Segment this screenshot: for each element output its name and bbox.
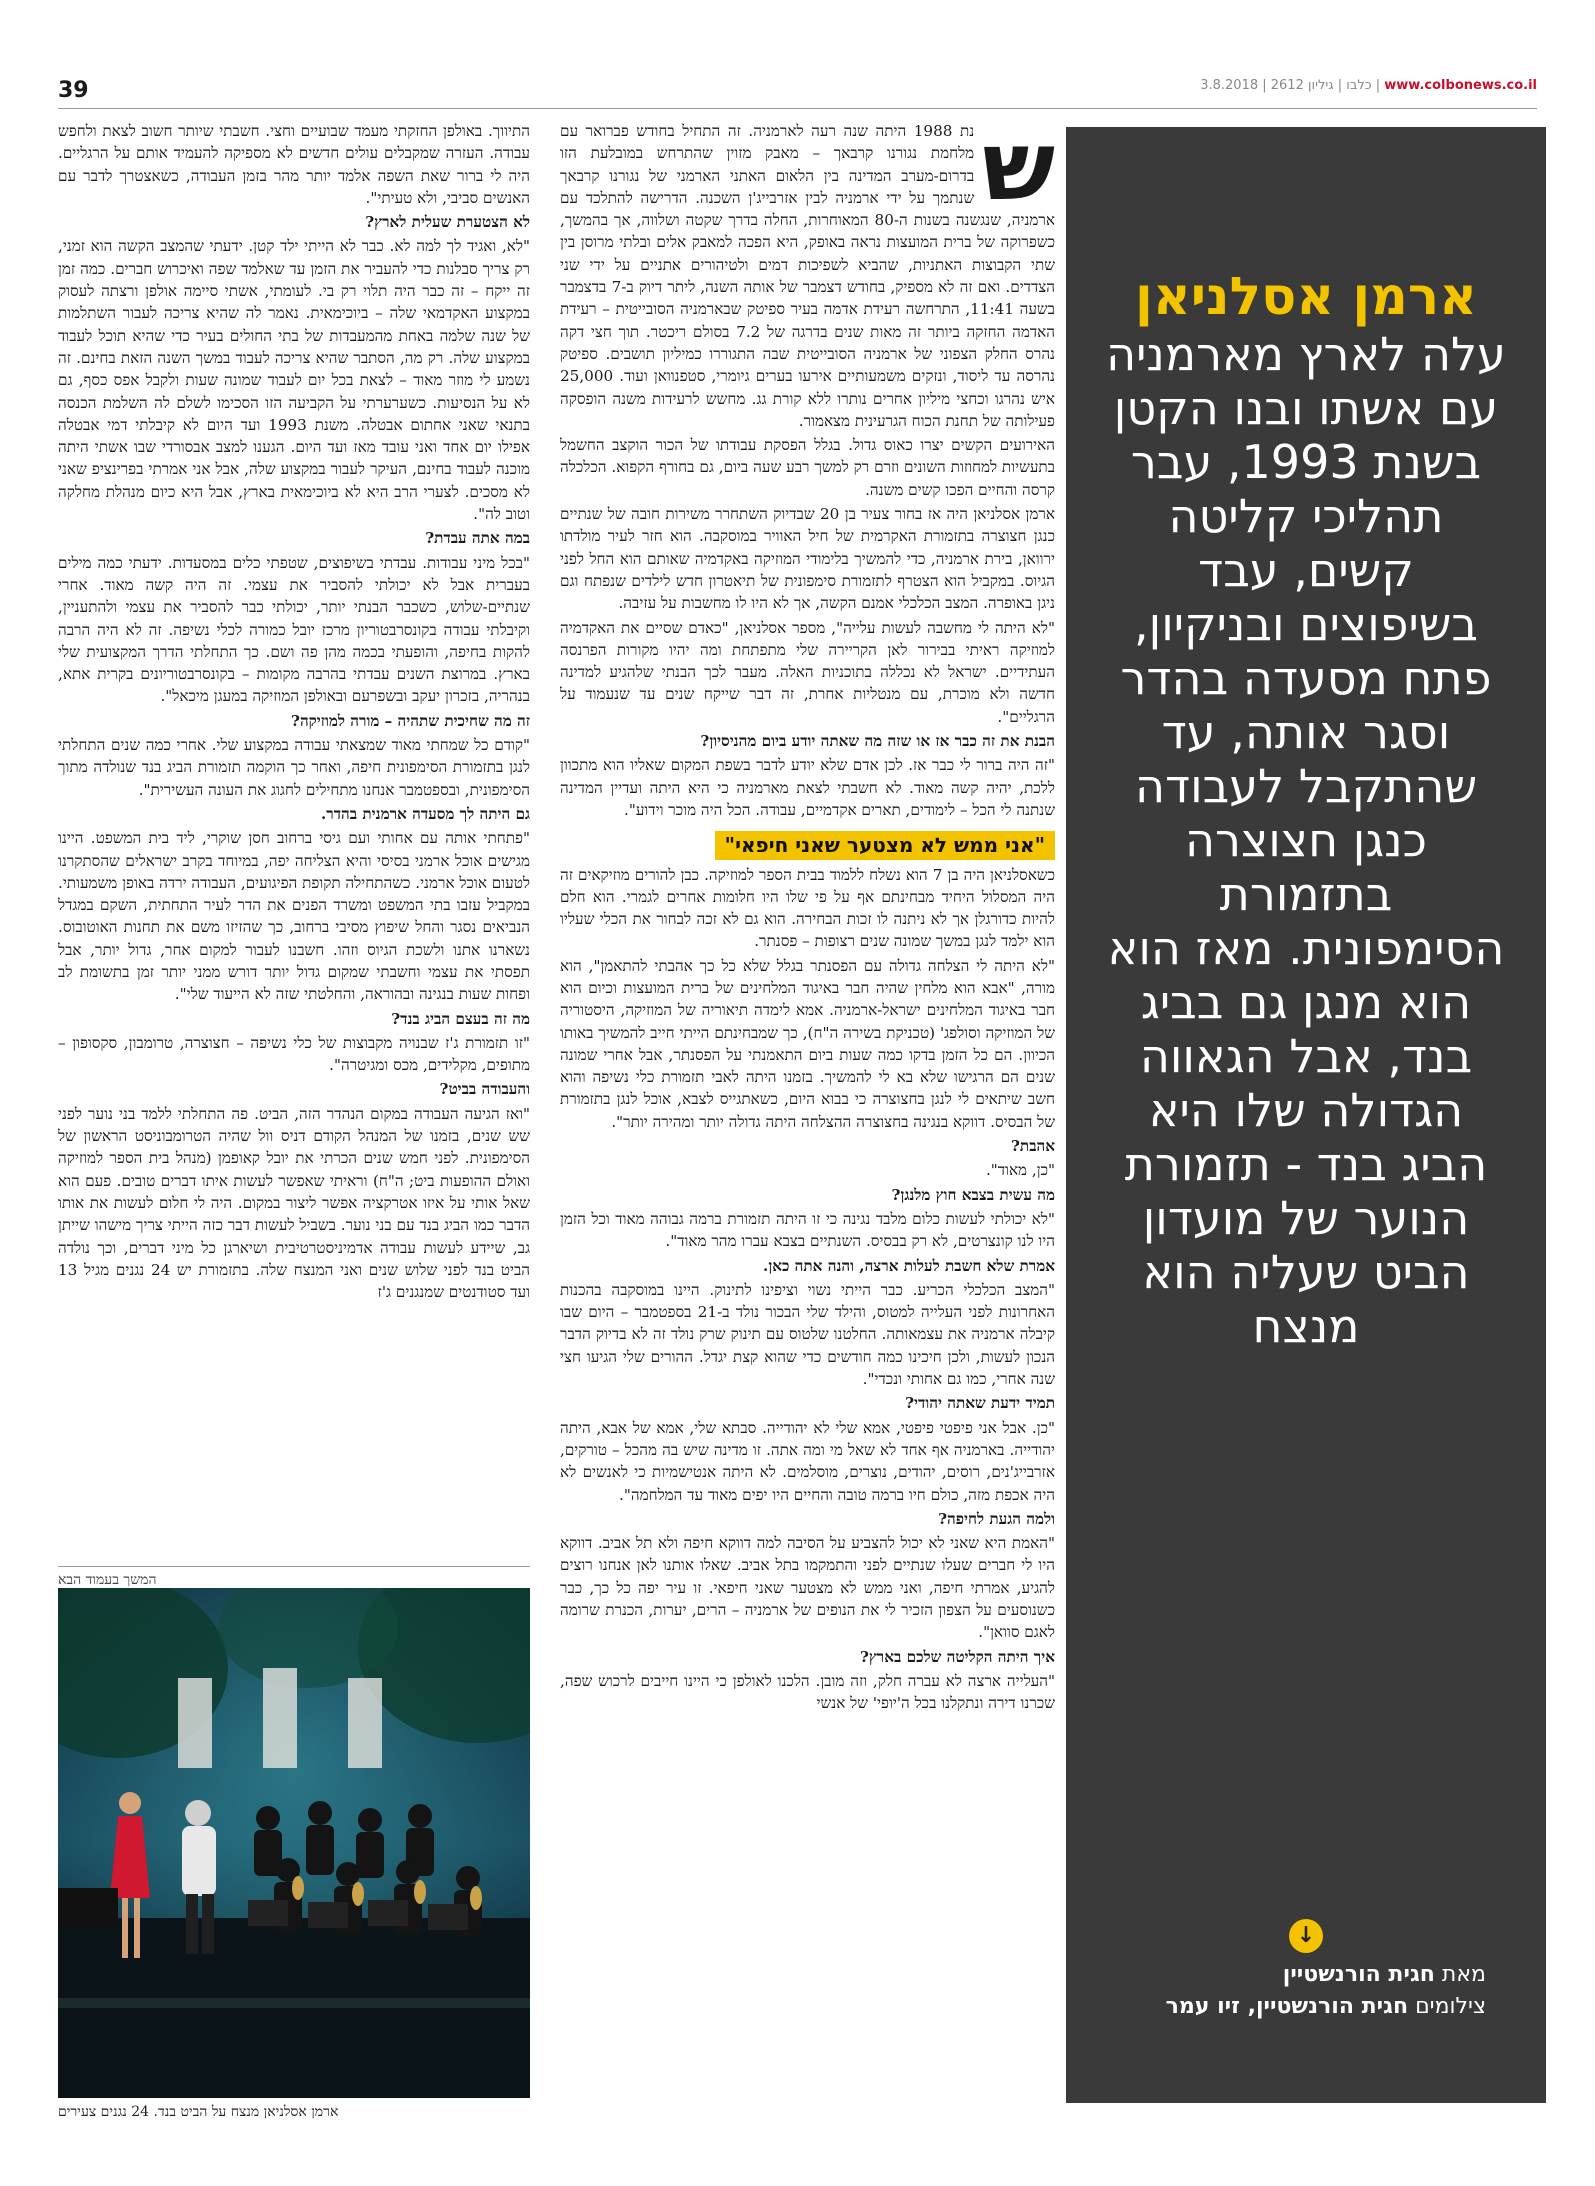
interview-question: לא הצטערת שעלית לארץ? bbox=[365, 213, 530, 232]
paragraph: "העלייה ארצה לא עברה חלק, וזה מובן. הלכנו לאולפן כי היינו חייבים לרכוש שפה, שכרנו דירה ונתקלנו בכל ה'יופי' של אנשי bbox=[560, 1671, 1055, 1713]
paragraph: "בכל מיני עבודות. עבדתי בשיפוצים, שטפתי כלים במסעדות. ידעתי כמה מילים בעברית אבל לא יכולתי להסביר את עצמי. זה היה קשה מאוד. אחרי שנתיים-שלוש, כשכבר הבנתי יותר, יכולתי כבר להסביר את עצמי ולהתעניין, וקיבלתי עבודה בקונסרבטוריון מרכז יובל כמורה לכלי נשיפה. זה לא היה הרבה להקות בחיפה, והופעתי בכמה מהן פה ושם. כך התחלתי הדרך המקצועית שלי בארץ. במרוצת השנים עבדתי בהרבה מקומות – בקונסרבטוריונים בקרית אתא, בנהריה, בזכרון יעקב ובשפרעם ובאולפן המוזיקה במעגן מיכאל". bbox=[58, 553, 530, 706]
credits bbox=[1166, 1959, 1486, 2023]
paper-name: כלבו bbox=[1346, 78, 1372, 93]
interview-question: גם היתה לך מסעדה ארמנית בהדר. bbox=[321, 804, 530, 823]
headline-text: עלה לארץ מארמניה עם אשתו ובנו הקטן בשנת 1993, עבר תהליכי קליטה קשים, עבד בשיפוצים ובניקיון, פתח מסעדה בהדר וסגר אותה, עד שהתקבל לעבודה כנגן חצוצרה בתזמורת הסימפונית. מאז הוא הוא מנגן גם בביג בנד, אבל הגאווה הגדולה שלו היא הביג בנד - תזמורת הנוער של מועדון הביט שעליה הוא מנצח bbox=[1106, 327, 1506, 1353]
paragraph: "המצב הכלכלי הכריע. כבר הייתי נשוי וציפינו לתינוק. היינו במוסקבה בהכנות האחרונות לפני העלייה למטוס, והילד שלי הבכור נולד ב-21 בספטמבר – היום שבו קיבלה ארמניה את עצמאותה. החלטנו שלטוס עם תינוק שרק נולד זה לא בדיוק הדבר הנכון לעשות, ולכן חיכינו כמה חודשים כדי שהוא קצת יגדל. ההורים שלי הגיעו חצי שנה אחרי, כמו גם אחותי ונכדי". bbox=[560, 1280, 1055, 1389]
paragraph: "קודם כל שמחתי מאוד שמצאתי עבודה במקצוע שלי. אחרי כמה שנים התחלתי לנגן בתזמורת הסימפונית חיפה, ואחר כך הוקמה תזמורת הביג בנד שנולדה מתוך הסימפונית, ובספטמבר אנחנו מתחילים לחגוג את העונה העשירית". bbox=[58, 736, 530, 799]
paragraph: האירועים הקשים יצרו כאוס גדול. בגלל הפסקת עבודתו של הכור הוקצב החשמל בתעשיות למחוזות השונים וזרם רק למשך רבע שעה ביום, גם בחורף הקפוא. הכלכלה קרסה והחיים הפכו קשים משנה. bbox=[560, 436, 1055, 499]
continuation-rule bbox=[58, 1566, 530, 1567]
interview-question: מה עשית בצבא חוץ מלנגן? bbox=[891, 1185, 1055, 1204]
paragraph: כשאסלניאן היה בן 7 הוא נשלח ללמוד בבית הספר למוזיקה. כבן להורים מוזיקאים זה היה המסלול היחיד מבחינתם אף על פי שלו היו חלומות אחרים לגמרי. הוא חלם להיות כדורגלן אך לא ניתנה לו זכות הבחירה. הוא גם לא זכה לבחור את הכלי שעליו הוא ילמד לנגן במשך שמונה שנים רצופות – פסנתר. bbox=[560, 865, 1055, 951]
subject-name: ארמן אסלניאן bbox=[1135, 267, 1477, 327]
concert-photo bbox=[58, 1588, 530, 2098]
interview-question: ולמה הגעת לחיפה? bbox=[938, 1509, 1055, 1528]
paragraph: "זה היה ברור לי כבר אז. לכן אדם שלא יודע לדבר בשפת המקום שאליו הוא מתכוון ללכת, יהיה קשה מאוד. לא חשבתי לצאת מארמניה כי היא היתה ועדיין המדינה שנתנה לי הכל – לימודים, תארים אקדמיים, עבודה. הכל היה מוכר וידוע". bbox=[560, 756, 1055, 819]
paragraph: נת 1988 היתה שנה רעה לארמניה. זה התחיל בחודש פברואר עם מלחמת נגורנו קרבאך – מאבק מזוין שהתרחש במובלעת הזו בדרום-מערב המדינה בין הלאום האתני הארמני של נגורנו קרבאך שנתמך על ידי ארמניה לבין אזרבייג'ן השכנה. הדרישה להתלכד עם ארמניה, שנגשנה בשנות ה-80 המאוחרות, החלה בדרך שקטה ושלווה, אך בהמשך, כשפרוקה של ברית המועצות נראה באופק, היא הפכה למאבק אלים ובלתי מרוסן בין שתי הקבוצות האתניות, שהביא לשפיכות דמים ולטיהורים אתניים על ידי שני הצדדים. ואם זה לא מספיק, בחודש דצמבר של אותה השנה, ליתר דיוק ב-7 בדצמבר בשעה 11:41, התרחשה רעידת אדמה בעיר ספיטק שבארמניה הסובייטית – רעידת האדמה החזקה ביותר זה מאות שנים בדרגה של 7.2 בסולם ריכטר. תוך חצי דקה נהרס החלק הצפוני של ארמניה הסובייטית שבה התגוררו כמיליון תושבים. ספיטק נהרסה עד ליסוד, ונזקים משמעותיים אירעו בערים גיומרי, סטפנוואן ועוד. 25,000 איש נהרגו וכחצי מיליון אחרים נותרו ללא קורת גג. מחשש לרעידות משנה הופסקה פעילותה של תחנת הכוח הגרעינית מצאמור. bbox=[560, 122, 1055, 430]
interview-question: במה אתה עבדת? bbox=[425, 529, 530, 548]
interview-question: אמרת שלא חשבת לעלות ארצה, והנה אתה כאן. bbox=[763, 1256, 1055, 1275]
continued-next-page: המשך בעמוד הבא bbox=[58, 1572, 157, 1588]
site-url[interactable]: www.colbonews.co.il bbox=[1384, 78, 1537, 93]
paragraph: "האמת היא שאני לא יכול להצביע על הסיבה למה דווקא חיפה ולא תל אביב. דווקא היו לי חברים שעלו שנתיים לפני והתמקמו בתל אביב. שאלו אותנו לאן אנחנו רוצים להגיע, אמרתי חיפה, ואני ממש לא מצטער שאני חיפאי. זו עיר יפה כל כך, כבר כשנוסעים על הצפון הזכיר לי את הנופים של ארמניה – הרים, יערות, הכנרת שרומה לאגם סוואן". bbox=[560, 1534, 1055, 1642]
paragraph: "לא יכולתי לעשות כלום מלבד נגינה כי זו היתה תזמורת ברמה גבוהה מאוד וכל הזמן היו לנו קונצרטים, לא רק בבסיס. השנתיים בצבא עברו מהר מאוד". bbox=[560, 1209, 1055, 1251]
interview-question: והעבודה בביט? bbox=[439, 1080, 530, 1099]
header-meta: www.colbonews.co.il | כלבו | גיליון 2612 | 3.8.2018 bbox=[1200, 78, 1537, 93]
article-column-left bbox=[58, 120, 530, 1570]
drop-cap: ש bbox=[982, 120, 1055, 222]
paragraph: "לא היתה לי הצלחה גדולה עם הפסנתר בגלל שלא כל כך אהבתי להתאמן", הוא מורה, "אבא הוא מלחין שהיה חבר באיגוד המלחינים של ברית המועצות וכיום הוא חבר באיגוד המלחינים ישראל-ארמניה. אמא לימדה תיאוריה של המוזיקה, היסטוריה של המוזיקה וסולפג' (טכניקת בשירה ה"ח), כך שמבחינתם הייתי חייב להמשיך באותו הכיוון. הם כל הזמן בדקו כמה שעות ביום התאמנתי על הפסנתר, אבל אחרי שמונה שנים הם הרגישו שלא בא לי להמשיך. בזמנו היתה לאבי תזמורת כלי נשיפה והוא חשב שיתאים לי לנגן בחצוצרה כי בבוא היום, כשאתגייס לצבא, אוכל לנגן בתזמורת של הבסיס. דווקא בנגינה בחצוצרה ההצלחה היתה גדולה יותר ומהירה יותר". bbox=[560, 956, 1055, 1131]
subheading: "אני ממש לא מצטער שאני חיפאי" bbox=[715, 831, 1055, 859]
interview-question: איך היתה הקליטה שלכם בארץ? bbox=[859, 1647, 1055, 1666]
interview-question: זה מה שחיכית שתהיה – מורה למוזיקה? bbox=[291, 711, 530, 730]
photo-prefix: צילומים bbox=[1415, 1994, 1486, 2019]
issue-number: גיליון 2612 bbox=[1270, 78, 1334, 93]
photo-caption: ארמן אסלניאן מנצח על הביט בנד. 24 נגנים צעירים bbox=[58, 2104, 339, 2120]
article-column-right bbox=[560, 120, 1055, 2170]
header-rule bbox=[58, 108, 1537, 109]
author-prefix: מאת bbox=[1441, 1962, 1486, 1987]
paragraph: "פתחתי אותה עם אחותי ועם גיסי ברחוב חסן שוקרי, ליד בית המשפט. היינו מגישים אוכל ארמני בסיסי והיא הצליחה יפה, במיוחד בקרב ישראלים שהסתקרנו לטעום אוכל ארמני. כשהתחילה תקופת הפיגועים, העבודה ירדה באופן משמעותי. במקביל עזבו בתי המשפט ומשרד הפנים את הדר לעיר התחתית, השקם במגדל הנביאים נסגר והחל שיפוץ מסיבי ברחוב, כך שהזיזו משם את תחנות האוטובוס. נשארנו אתנו ולשכת הגיוס וזהו. חשבנו לעבור למקום אחר, גדול יותר, אבל תפסתי את עצמי וחשבתי שמקום גדול יותר דורש ממני יותר זמן בתשומת לב ופחות שעות בנגינה ובהוראה, והחלטתי שזה לא הייעוד שלי". bbox=[58, 829, 530, 1004]
paragraph: ארמן אסלניאן היה אז בחור צעיר בן 20 שבדיוק השתחרר משירות חובה של שנתיים כנגן חצוצרה בתזמורת האקרמית של חיל האוויר במוסקבה. הוא חזר לעיר מולדתו ירוואן, בירת ארמניה, כדי להמשיך בלימודי המוזיקה באקדמיה שאותם הוא החל לפני הגיוס. במקביל הוא הצטרף לתזמורת סימפונית של תיאטרון חדש לילדים שנפתח וגם ניגן באופרה. המצב הכלכלי אמנם הקשה, אך לא היו לו מחשבות על עזיבה. bbox=[560, 505, 1055, 613]
interview-question: מה זה בעצם הביג בנד? bbox=[391, 1009, 530, 1028]
paragraph: "כן. אבל אני פיפטי פיפטי, אמא שלי לא יהודייה. סבתא שלי, אמא של אבא, היתה יהודייה. בארמניה אף אחד לא שאל מי ומה אתה. זו מדינה שיש בה מהכל – טורקים, אזרבייג'נים, רוסים, יהודים, נוצרים, מוסלמים. לא היתה אנטישמיות כי לאנשים לא היה אכפת מזה, כולם חיו ברמה טובה והחיים היו יפים מאוד עד המלחמה". bbox=[560, 1418, 1055, 1504]
issue-date: 3.8.2018 bbox=[1200, 78, 1259, 93]
paragraph: התיווך. באולפן החזקתי מעמד שבועיים וחצי. חשבתי שיותר חשוב לצאת ולחפש עבודה. העזרה שמקבלים עולים חדשים לא מספיקה להעמיד אותם על הרגליים. היה לי ברור שאת השפה אלמד יותר מהר בזמן העבודה, כשאצטרך לדבר עם האנשים סביבי, ולא טעיתי". bbox=[58, 122, 530, 207]
interview-question: הבנת את זה כבר אז או שזה מה שאתה יודע ביום מהניסיון? bbox=[700, 732, 1055, 751]
page-number: 39 bbox=[58, 78, 89, 103]
interview-question: תמיד ידעת שאתה יהודי? bbox=[905, 1394, 1055, 1413]
arrow-down-icon: ↓ bbox=[1289, 1919, 1323, 1953]
headline-sidebar bbox=[1066, 127, 1546, 2103]
paragraph: "לא היתה לי מחשבה לעשות עלייה", מספר אסלניאן, "כאדם שסיים את האקדמיה למוזיקה ראיתי בבירור לאן הקריירה שלי מתפתחת ומה יהיו מקורות הפרנסה העתידיים. ישראל לא נכללה בתוכניות האלה. מעבר לכך הבנתי שלהגיע למדינה חדשה ולא מוכרת, עם מנטליות אחרת, זה דבר שייקח שנים עד שנעמוד על הרגליים". bbox=[560, 618, 1055, 726]
photographer-names: חגית הורנשטיין, זיו עמר bbox=[1165, 1994, 1409, 2019]
paragraph: "לא, ואגיד לך למה לא. כבר לא הייתי ילד קטן. ידעתי שהמצב הקשה הוא זמני, רק צריך סבלנות כדי להעביר את הזמן עד שאלמד שפה ואיכרוש חברים. כמה זמן זה ייקח – זה כבר היה תלוי רק בי. לעומתי, אשתי סיימה אולפן ורצתה לעסוק במקצוע האקדמאי שלה – ביוכימאית. נאמר לה שהיא צריכה לעבור השתלמות של שנה שלמה באחת מהמעבדות של בתי החולים בעיר כדי שהיא תוכל לעבוד במקצוע שלה. רק מה, הסתבר שהיא צריכה לעבוד במשך השנה הזאת בחינם. זה נשמע לי מוזר מאוד – לצאת בכל יום לעבוד שמונה שעות ולקבל אפס כסף, גם לא על הנסיעות. כשערערתי על הקביעה הזו הסכימו לשלם לה השלמת הכנסה בתנאי שאני אחתום אבטלה. משנת 1993 ועד היום לא קיבלתי דמי אבטלה אפילו יום אחד ואני עובד מאז ועד היום. הגענו למצב אבסורדי שבו אשתי היתה מוכנה לעבוד בחינם, העיקר לעבור במקצוע שלה, אבל אני אמרתי בפרינציפ שאני לא מסכים. לצערי הרב היא לא ביוכימאית בארץ, אבל היא כיום מנהלת מחלקה וטוב לה". bbox=[58, 237, 530, 524]
paragraph: "ואז הגיעה העבודה במקום הנהדר הזה, הביט. פה התחלתי ללמד בני נוער לפני שש שנים, בזמנו של המנהל הקודם דניס וול שהיה הטרומבוניסט הראשון של הסימפונית. לפני חמש שנים הכרתי את יובל קאופמן (מנהל בית הספר למוזיקה ואולם ההופעות ביט; ה"ח) וראיתי שאפשר לעשות איתו דברים טובים. פעם הוא שאל אותי על איזו אטרקציה אפשר ליצור במקום. היה לי חלום לעשות את אותו הדבר כמו הביג בנד עם בני נוער. בשביל לעשות דבר כזה הייתי צריך מישהו שייתן גב, שיידע לעשות עבודה אדמיניסטרטיבית ושיארגן כל מיני דברים, וכך נולדה הביט בנד לפני שלוש שנים ואני המנצח שלה. בתזמורת יש 24 נגנים מגיל 13 ועד סטודנטים שמנגנים ג'ז bbox=[58, 1104, 530, 1302]
paragraph: "זו תזמורת ג'ז שבנויה מקבוצות של כלי נשיפה – חצוצרה, טרומבון, סקסופון – מתופים, מקלידים, מכס ומגיטרה". bbox=[58, 1033, 530, 1075]
paragraph: "כן, מאוד". bbox=[985, 1161, 1055, 1180]
interview-question: אהבת? bbox=[1011, 1137, 1055, 1156]
author-name: חגית הורנשטיין bbox=[1282, 1962, 1435, 1987]
